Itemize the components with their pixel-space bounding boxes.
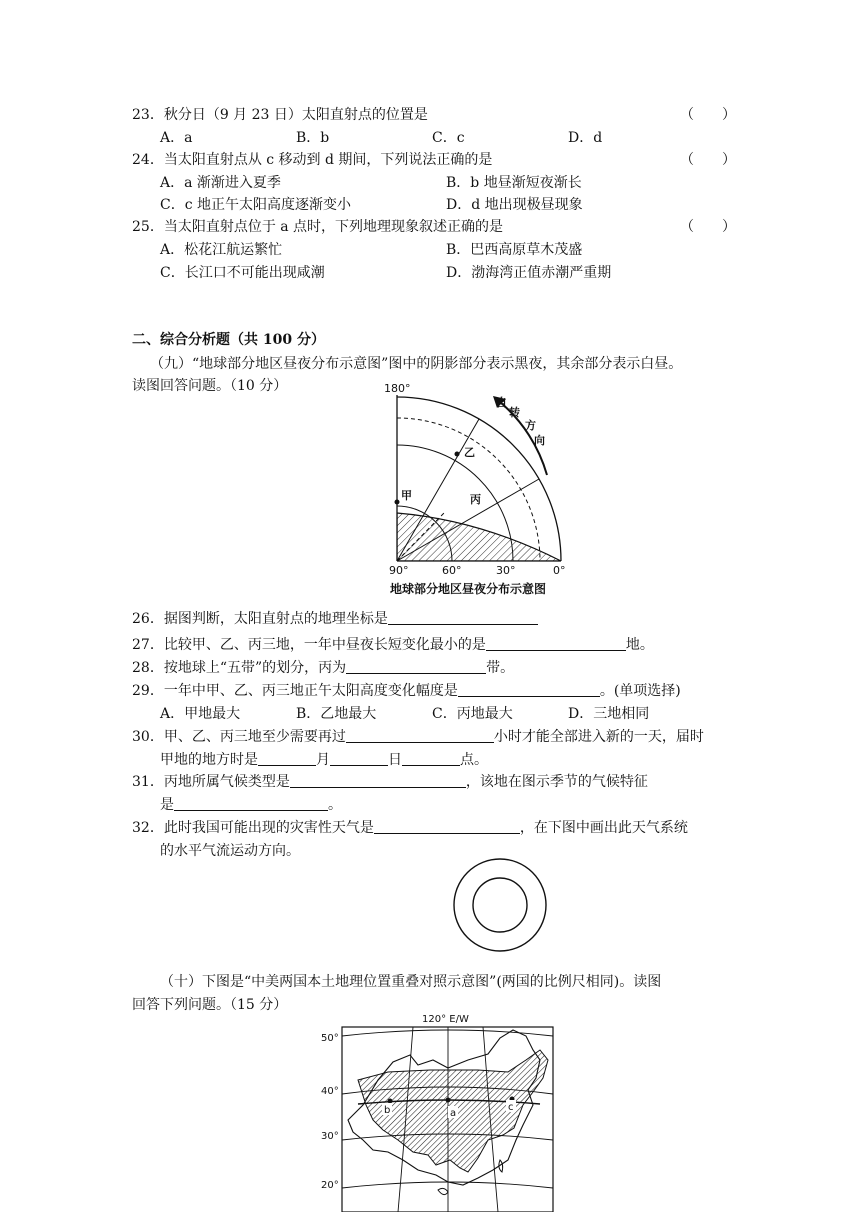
label-0: 0° bbox=[553, 564, 566, 577]
q31-feature-blank[interactable] bbox=[174, 796, 328, 811]
q32-answer-blank[interactable] bbox=[374, 819, 520, 834]
point-jia bbox=[395, 500, 400, 505]
map-point-a bbox=[446, 1098, 451, 1103]
lat-label-40: 40° bbox=[321, 1086, 339, 1097]
q23-stem: 23．秋分日（9 月 23 日）太阳直射点的位置是 bbox=[132, 107, 428, 123]
q29-option-a: A．甲地最大 bbox=[160, 706, 241, 722]
map-label-c: c bbox=[508, 1102, 514, 1113]
q32-text: 32．此时我国可能出现的灾害性天气是 ，在下图中画出此天气系统 bbox=[132, 820, 688, 836]
rotation-char-4: 向 bbox=[534, 434, 545, 447]
part10-intro-line1: （十）下图是“中美两国本土地理位置重叠对照示意图”(两国的比例尺相同)。读图 bbox=[160, 974, 662, 990]
q25-option-d: D．渤海湾正值赤潮严重期 bbox=[446, 265, 612, 281]
label-180: 180° bbox=[384, 382, 411, 395]
q25-option-a: A．松花江航运繁忙 bbox=[160, 242, 283, 258]
weather-system-drawing-area[interactable] bbox=[450, 855, 550, 955]
q30-month-blank[interactable] bbox=[258, 751, 316, 766]
q24-option-c: C．c 地正午太阳高度逐渐变小 bbox=[160, 197, 352, 213]
q28-text: 28．按地球上“五带”的划分，丙为 带。 bbox=[132, 660, 515, 676]
q31-line2: 是 。 bbox=[160, 797, 342, 813]
part10-intro-line2: 回答下列问题。（15 分） bbox=[132, 997, 288, 1013]
rotation-char-2: 转 bbox=[509, 406, 520, 419]
rotation-char-3: 方 bbox=[525, 419, 536, 432]
q24-option-a: A．a 渐渐进入夏季 bbox=[160, 175, 281, 191]
q24-option-b: B．b 地昼渐短夜渐长 bbox=[446, 175, 582, 191]
label-90: 90° bbox=[389, 564, 409, 577]
q24-stem: 24．当太阳直射点从 c 移动到 d 期间，下列说法正确的是 bbox=[132, 152, 493, 168]
china-us-overlay-map bbox=[318, 1010, 563, 1212]
q23-option-c: C．c bbox=[432, 130, 465, 146]
q27-answer-blank[interactable] bbox=[486, 636, 626, 651]
q31-climate-blank[interactable] bbox=[290, 773, 466, 788]
q29-answer-blank[interactable] bbox=[458, 682, 600, 697]
night-shading bbox=[397, 513, 561, 561]
q24-paren: （ ） bbox=[680, 152, 736, 168]
meridian-label: 120° E/W bbox=[422, 1014, 469, 1025]
label-bing: 丙 bbox=[470, 493, 481, 506]
label-jia: 甲 bbox=[401, 489, 412, 502]
map-label-a: a bbox=[450, 1108, 457, 1119]
q27-text: 27．比较甲、乙、丙三地，一年中昼夜长短变化最小的是 地。 bbox=[132, 637, 654, 653]
outer-circle bbox=[454, 859, 546, 951]
q25-option-b: B．巴西高原草木茂盛 bbox=[446, 242, 583, 258]
q26-text: 26．据图判断，太阳直射点的地理坐标是 bbox=[132, 610, 538, 628]
q25-paren: （ ） bbox=[680, 219, 736, 235]
part9-intro-line2: 读图回答问题。（10 分） bbox=[132, 378, 288, 394]
q29-text: 29．一年中甲、乙、丙三地正午太阳高度变化幅度是 。(单项选择) bbox=[132, 683, 681, 699]
figure-caption: 地球部分地区昼夜分布示意图 bbox=[390, 582, 547, 596]
q23-option-a: A．a bbox=[160, 130, 193, 146]
q25-stem: 25．当太阳直射点位于 a 点时，下列地理现象叙述正确的是 bbox=[132, 219, 504, 235]
label-yi: 乙 bbox=[464, 446, 475, 459]
lat-label-50: 50° bbox=[321, 1033, 339, 1044]
q30-hour-blank[interactable] bbox=[402, 751, 460, 766]
q25-option-c: C．长江口不可能出现咸潮 bbox=[160, 265, 325, 281]
q30-text: 30．甲、乙、丙三地至少需要再过 小时才能全部进入新的一天，届时 bbox=[132, 729, 704, 745]
q30-day-blank[interactable] bbox=[330, 751, 388, 766]
rotation-char-1: 自 bbox=[496, 396, 507, 409]
q28-answer-blank[interactable] bbox=[346, 659, 486, 674]
part9-intro-line1: （九）“地球部分地区昼夜分布示意图”图中的阴影部分表示黑夜，其余部分表示白昼。 bbox=[150, 356, 683, 372]
q23-option-d: D．d bbox=[568, 130, 603, 146]
inner-circle bbox=[473, 878, 527, 932]
q26-answer-blank[interactable] bbox=[388, 610, 538, 625]
label-60: 60° bbox=[442, 564, 462, 577]
q30-line2: 甲地的地方时是 月 日 点。 bbox=[160, 752, 488, 768]
q32-line2: 的水平气流运动方向。 bbox=[160, 843, 300, 859]
q24-option-d: D．d 地出现极昼现象 bbox=[446, 197, 583, 213]
q29-option-c: C．丙地最大 bbox=[432, 706, 513, 722]
day-night-diagram bbox=[380, 380, 580, 598]
point-yi bbox=[455, 452, 460, 457]
q31-text: 31．丙地所属气候类型是 ，该地在图示季节的气候特征 bbox=[132, 774, 648, 790]
map-point-b bbox=[388, 1099, 393, 1104]
label-30: 30° bbox=[496, 564, 516, 577]
section-title: 二、综合分析题（共 100 分） bbox=[132, 332, 325, 348]
lat-label-30: 30° bbox=[321, 1131, 339, 1142]
q29-option-d: D．三地相同 bbox=[568, 706, 650, 722]
q23-paren: （ ） bbox=[680, 107, 736, 123]
map-label-b: b bbox=[384, 1105, 391, 1116]
q29-option-b: B．乙地最大 bbox=[296, 706, 377, 722]
q30-hours-blank[interactable] bbox=[346, 728, 494, 743]
lat-label-20: 20° bbox=[321, 1180, 339, 1191]
q23-option-b: B．b bbox=[296, 130, 330, 146]
